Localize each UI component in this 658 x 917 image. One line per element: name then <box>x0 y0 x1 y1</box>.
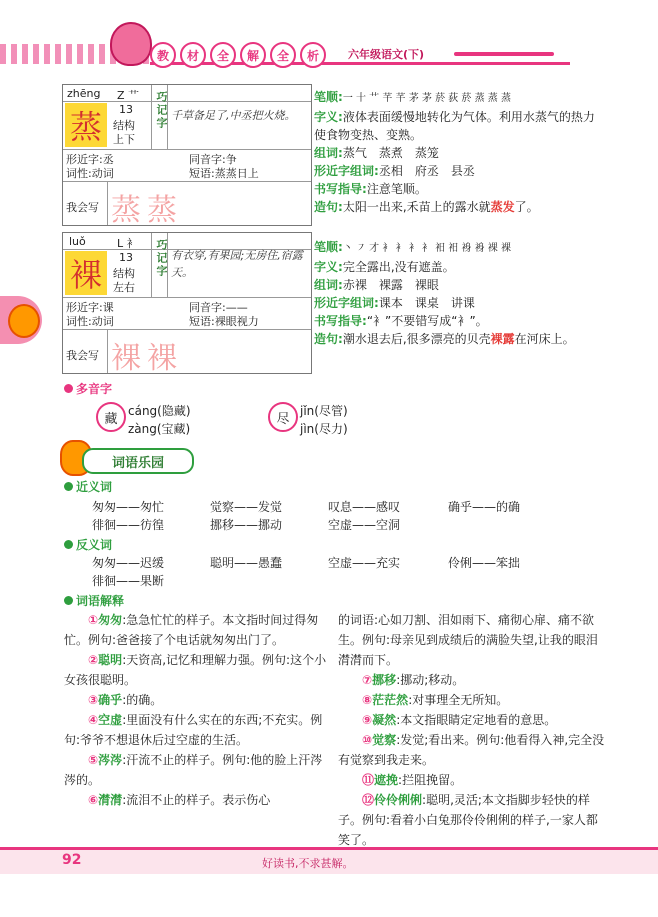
page-number: 92 <box>62 852 82 868</box>
title-char: 材 <box>180 42 206 68</box>
title-char: 析 <box>300 42 326 68</box>
similar-char: 形近字:课 <box>66 301 114 314</box>
radical: L 衤 <box>117 237 138 250</box>
guide: 注意笔顺。 <box>366 182 427 196</box>
tracing-characters: 蒸蒸 <box>111 193 183 228</box>
pen-icon <box>454 52 554 56</box>
meaning: 完全露出,没有遮盖。 <box>342 260 455 274</box>
write-label: 我会写 <box>66 201 99 214</box>
title-char: 全 <box>270 42 296 68</box>
words: 蒸气 蒸煮 蒸笼 <box>342 146 439 160</box>
polyphone-heading: 多音字 <box>64 380 112 397</box>
polyphone-b1: jǐn(尽管) <box>300 404 348 418</box>
sentence-label: 造句: <box>314 332 343 346</box>
antonym-row-2: 徘徊——果断 <box>92 574 165 588</box>
guide-label: 书写指导: <box>314 182 367 196</box>
stroke-count: 13 <box>119 251 133 264</box>
pinyin: zhēng <box>67 87 101 100</box>
similar-words-label: 形近字组词: <box>314 164 379 178</box>
header-title <box>150 42 326 68</box>
synonym-row-2: 徘徊——彷徨 挪移——挪动 空虚——空洞 <box>92 518 401 532</box>
explain-right-column: 的词语:心如刀割、泪如雨下、痛彻心扉、痛不欲生。例句:母亲见到成绩后的满脸失望,让我的眼泪潸潸而下。 ⑦挪移:挪动;移动。 ⑧茫茫然:对事理全无所知。 ⑨凝然:本文指眼睛定定地看的意思。 ⑩觉察:发觉;看出来。例句:他看得入神,完全没有觉察到我走来。 ⑪遮挽:拦阻挽留。 ⑫伶伶俐俐:聪明,灵活;本文指脚步轻快的样子。例句:看着小白兔那伶伶俐俐的样子,一家人都笑了。 <box>338 613 605 847</box>
memory-label: 巧记字 <box>155 239 168 278</box>
similar-char: 形近字:丞 <box>66 153 114 166</box>
words-label: 组词: <box>314 146 343 160</box>
grade-label: 六年级语文(下) <box>348 48 425 61</box>
char-card-2 <box>62 232 312 374</box>
mascot-face-icon <box>8 304 40 338</box>
title-char: 解 <box>240 42 266 68</box>
synonyms-heading: 近义词 <box>64 478 112 495</box>
part-of-speech: 词性:动词 <box>66 315 114 328</box>
memory-rhyme: 千草备足了,中丞把火烧。 <box>171 109 296 122</box>
meaning-label: 字义: <box>314 260 343 274</box>
phrase: 短语:裸眼视力 <box>189 315 259 328</box>
structure-value: 左右 <box>113 281 135 294</box>
meaning-label: 字义: <box>314 110 343 124</box>
similar-words: 丞相 府丞 县丞 <box>378 164 475 178</box>
stroke-order-label: 笔顺: <box>314 90 343 104</box>
phrase: 短语:蒸蒸日上 <box>189 167 259 180</box>
stroke-order: 丶 ㇇ 才 衤 衤 衤 衤 衵 衵 裑 裑 裸 裸 <box>342 243 511 254</box>
memory-rhyme: 有衣穿,有果园;无房住,宿露天。 <box>171 249 303 279</box>
pinyin: luǒ <box>69 235 86 248</box>
big-character: 蒸 <box>65 103 107 147</box>
tracing-characters: 裸裸 <box>111 341 183 376</box>
synonym-row-1: 匆匆——匆忙 觉察——发觉 叹息——感叹 确乎——的确 <box>92 500 521 514</box>
write-label: 我会写 <box>66 349 99 362</box>
stroke-order: 一 十 艹 芊 芊 茅 茅 菸 荻 菸 蒸 蒸 蒸 <box>342 93 511 104</box>
antonym-row-1: 匆匆——迟缓 聪明——愚蠢 空虚——充实 伶俐——笨拙 <box>92 556 521 570</box>
meaning: 液体表面缓慢地转化为气体。利用水蒸气的热力使食物变热、变熟。 <box>314 110 595 142</box>
part-of-speech: 词性:动词 <box>66 167 114 180</box>
radical: Z 艹 <box>117 89 140 102</box>
homophone: 同音字:—— <box>189 301 248 314</box>
antonyms-heading: 反义词 <box>64 536 112 553</box>
sentence-label: 造句: <box>314 200 343 214</box>
char-card-1 <box>62 84 312 226</box>
polyphone-b2: jìn(尽力) <box>300 422 348 436</box>
char2-definition <box>314 238 604 348</box>
polyphone-char-b: 尽 <box>268 402 298 432</box>
explain-heading: 词语解释 <box>64 592 124 609</box>
sentence-pre: 太阳一出来,禾苗上的露水就 <box>342 200 491 214</box>
structure-label: 结构 <box>113 119 135 132</box>
memory-label: 巧记字 <box>155 91 168 130</box>
explain-left-column: ①匆匆:急急忙忙的样子。本文指时间过得匆忙。例句:爸爸接了个电话就匆匆出门了。 ②聪明:天资高,记忆和理解力强。例句:这个小女孩很聪明。 ③确乎:的确。 ④空虚:里面没有什么实在的东西;不充实。例句:爷爷不想退休后过空虚的生活。 ⑤涔涔:汗流不止的样子。例句:他的脸上汗涔涔的。 ⑥潸潸:流泪不止的样子。表示伤心 <box>64 613 327 807</box>
stroke-count: 13 <box>119 103 133 116</box>
homophone: 同音字:争 <box>189 153 237 166</box>
polyphone-a2: zàng(宝藏) <box>128 422 191 436</box>
sentence-post: 在河床上。 <box>514 332 575 346</box>
title-char: 全 <box>210 42 236 68</box>
sentence-key: 蒸发 <box>490 200 515 214</box>
polyphone-char-a: 藏 <box>96 402 126 432</box>
sentence-post: 了。 <box>514 200 539 214</box>
similar-words: 课本 课桌 讲课 <box>378 296 475 310</box>
title-char: 教 <box>150 42 176 68</box>
words: 赤裸 裸露 裸眼 <box>342 278 439 292</box>
char1-definition <box>314 88 604 216</box>
structure-label: 结构 <box>113 267 135 280</box>
section-banner: 词语乐园 <box>82 448 194 474</box>
guide-label: 书写指导: <box>314 314 367 328</box>
footer-slogan: 好读书,不求甚解。 <box>262 857 354 870</box>
similar-words-label: 形近字组词: <box>314 296 379 310</box>
sentence-key: 裸露 <box>490 332 515 346</box>
words-label: 组词: <box>314 278 343 292</box>
big-character: 裸 <box>65 251 107 295</box>
polyphone-a1: cáng(隐藏) <box>128 404 191 418</box>
stroke-order-label: 笔顺: <box>314 240 343 254</box>
mascot-icon <box>110 22 152 66</box>
structure-value: 上下 <box>113 133 135 146</box>
guide: “衤”不要错写成“衤”。 <box>366 314 488 328</box>
sentence-pre: 潮水退去后,很多漂亮的贝壳 <box>342 332 491 346</box>
